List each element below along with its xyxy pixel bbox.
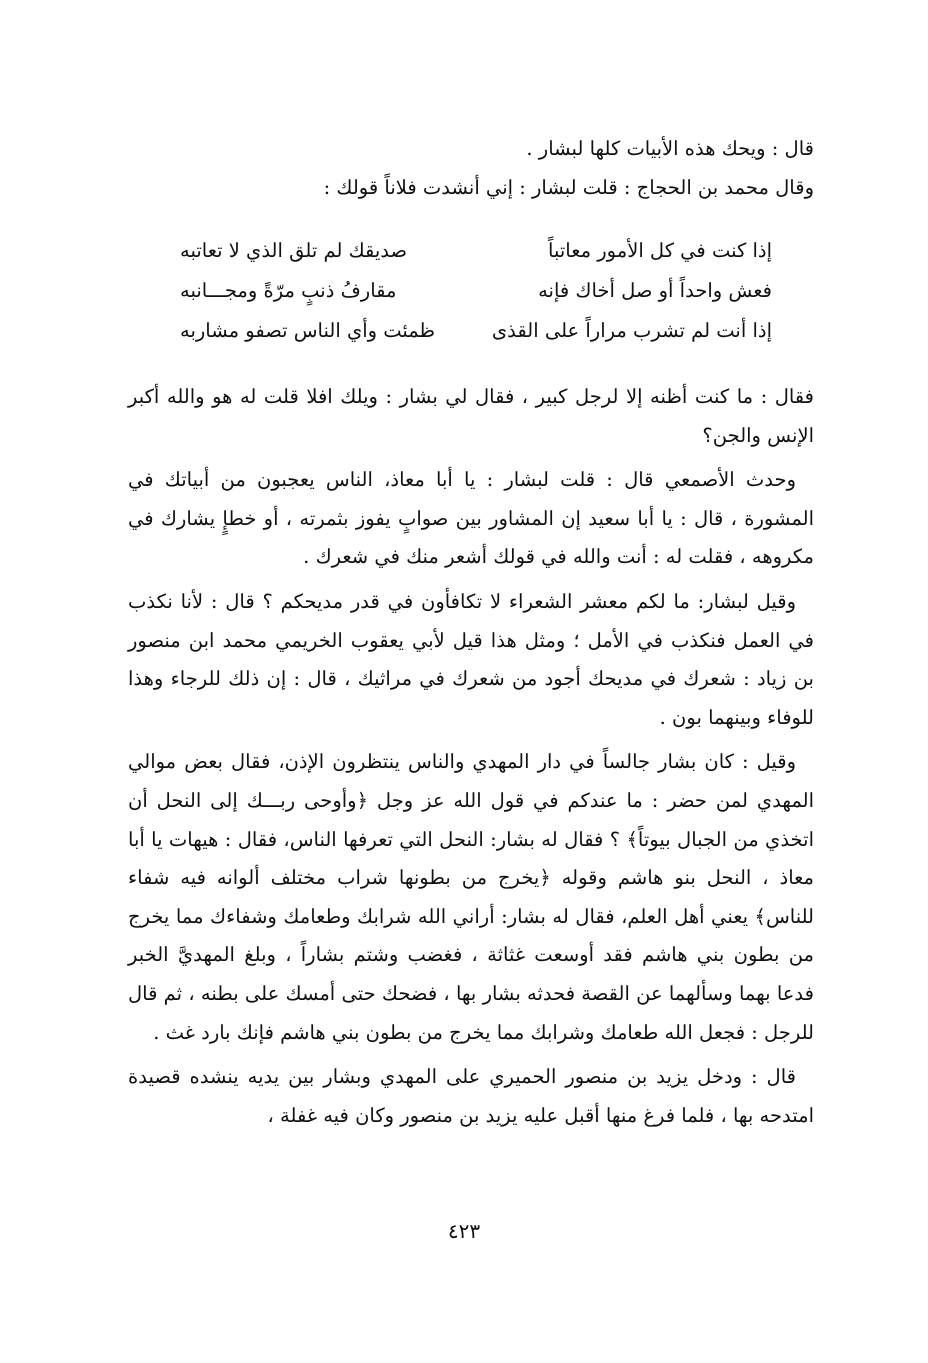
body-text (128, 378, 814, 1141)
intro-line: قال : ويحك هذه الأبيات كلها لبشار . (526, 137, 814, 160)
paragraph: وحدث الأصمعي قال : قلت لبشار : يا أبا معاذ، الناس يعجبون من أبياتك في المشورة ، قال : يا أبا سعيد إن المشاور بين صوابٍ يفوز بثمرته ، أو خطإٍ يشارك في مكروهه ، فقلت له : أنت والله في قولك أشعر منك في شعرك . (128, 468, 814, 569)
verse-second-hemistich: مقارفُ ذنبٍ مرّةً ومجـــانبه (180, 279, 397, 302)
paragraph: فقال : ما كنت أظنه إلا لرجل كبير ، فقال لي بشار : ويلك افلا قلت له هو والله أكبر الإنس والجن؟ (128, 385, 814, 447)
verse-second-hemistich: صديقك لم تلق الذي لا تعاتبه (180, 239, 408, 262)
poem-verse (180, 231, 772, 271)
poem-verse (180, 311, 772, 351)
intro-block (128, 130, 814, 207)
page-number: ٤٢٣ (447, 1219, 481, 1243)
verse-second-hemistich: ظمئت وأي الناس تصفو مشاربه (180, 319, 436, 342)
paragraph: قال : ودخل يزيد بن منصور الحميري على المهدي وبشار بين يديه ينشده قصيدة امتدحه بها ، فلما فرغ منها أقبل عليه يزيد بن منصور وكان فيه غفلة ، (128, 1065, 814, 1127)
paragraph: وقيل لبشار: ما لكم معشر الشعراء لا تكافأون في قدر مديحكم ؟ قال : لأنا نكذب في العمل فنكذب في الأمل ؛ ومثل هذا قيل لأبي يعقوب الخريمي محمد ابن منصور بن زياد : شعرك في مديحك أجود من شعرك في مراثيك ، قال : إن ذلك للرجاء وهذا للوفاء وبينهما بون . (128, 589, 814, 729)
paragraph: وقيل : كان بشار جالساً في دار المهدي والناس ينتظرون الإذن، فقال بعض موالي المهدي لمن حضر : ما عندكم في قول الله عز وجل ﴿وأوحى ربـــك إلى النحل أن اتخذي من الجبال بيوتاً﴾ ؟ فقال له بشار: النحل التي تعرفها الناس، فقال : هيهات يا أبا معاذ ، النحل بنو هاشم وقوله ﴿يخرج من بطونها شراب مختلف ألوانه فيه شفاء للناس﴾ يعني أهل العلم، فقال له بشار: أراني الله شرابك وطعامك وشفاءك مما يخرج من بطون بني هاشم فقد أوسعت غثاثة ، فغضب وشتم بشاراً ، وبلغ المهديَّ الخبر فدعا بهما وسألهما عن القصة فحدثه بشار بها ، فضحك حتى أمسك على بطنه ، ثم قال للرجل : فجعل الله طعامك وشرابك مما يخرج من بطون بني هاشم فإنك بارد غث . (128, 750, 814, 1044)
intro-line: وقال محمد بن الحجاج : قلت لبشار : إني أنشدت فلاناً قولك : (323, 175, 814, 199)
poem (180, 231, 772, 351)
verse-first-hemistich: فعش واحداً أو صل أخاك فإنه (538, 279, 772, 302)
verse-first-hemistich: إذا أنت لم تشرب مراراً على القذى (491, 319, 772, 342)
poem-verse (180, 271, 772, 311)
verse-first-hemistich: إذا كنت في كل الأمور معاتباً (548, 239, 772, 262)
